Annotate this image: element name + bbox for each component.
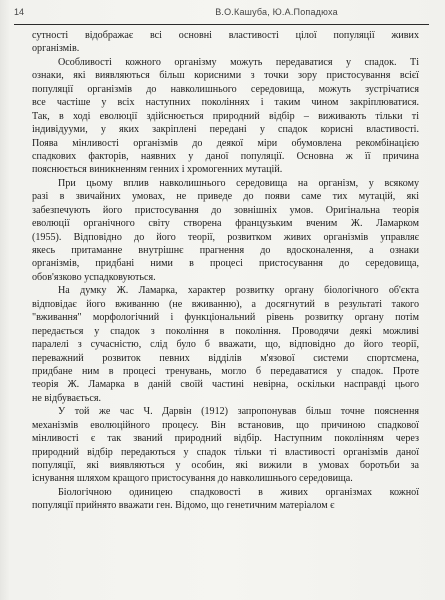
text-line: популяції організмів до навколишнього середовища, можуть зустрічатися (32, 83, 419, 95)
text-line: не відбувається. (32, 392, 102, 404)
text-line: спадкових факторів, наявних у даної популяції. Основна ж її причина (32, 150, 419, 162)
running-head: В.О.Кашуба, Ю.А.Попадюха (215, 7, 338, 17)
text-line: забезпечують його пристосування до зовнішніх умов. Оригінальна теорія (32, 204, 419, 216)
text-line: популяції, які виявляються у особин, які вижили в умовах боротьби за (32, 460, 419, 471)
paragraph (32, 177, 419, 285)
text-line: якесь притаманне внутрішнє прагнення до вдосконалення, а ознаки (32, 245, 419, 256)
body-text (32, 29, 419, 513)
text-line: індивідууми, у яких закріплені передані у спадок корисні властивості. (32, 124, 419, 136)
page-header (14, 7, 429, 21)
page-number: 14 (14, 7, 25, 17)
paragraph (32, 29, 419, 56)
text-line: організмів, придбані ними в процесі пристосування до середовища, (32, 258, 419, 270)
text-line: Поява мінливості організмів до деякої міри обумовлена рекомбінацією (32, 137, 419, 149)
text-line: пояснюється виникненням генних і хромогенних мутацій. (32, 164, 283, 176)
paragraph (32, 405, 419, 486)
text-line: У той же час Ч. Дарвін (1912) запропонував більш точне пояснення (58, 406, 419, 418)
text-line: передається у спадок з покоління в покоління. Проводячи деякі можливі (32, 325, 419, 337)
text-line: обов'язково успадковуються. (32, 271, 156, 283)
text-line: відповідає його вживанню (не вживанню), а досягнутий в результаті такого (32, 298, 419, 310)
text-line: механізмів еволюційного процесу. Він встановив, що причиною спадкової (32, 419, 419, 431)
text-line: При цьому вплив навколишнього середовища на організм, у всякому (58, 177, 419, 189)
text-line: сутності відображає всі основні властивості цілої популяції живих (32, 30, 419, 41)
text-line: ознаки, які виявляються більш корисними з точки зору пристосування всієї (32, 70, 419, 82)
text-line: Біологічною одиницею спадковості в живих організмах кожної (58, 486, 419, 498)
text-line: паралелі з сучасністю, слід було б вважати, що, відповідно до його теорії, (32, 339, 419, 351)
paragraph (32, 486, 419, 513)
text-line: існування шляхом кращого пристосування до навколишнього середовища. (32, 473, 353, 485)
text-line: популяції прийнято вважати ген. Відомо, що генетичним матеріалом є (32, 500, 335, 512)
header-rule (14, 24, 429, 25)
text-line: все частіше у всіх наступних поколіннях і таким чином закріплюватися. (32, 97, 419, 109)
text-line: придбане ним в процесі тренувань, могло б передаватися у спадок. Проте (32, 365, 419, 377)
text-line: Так, в ході еволюції здійснюється природний відбір – виживають тільки ті (32, 110, 419, 122)
text-line: мінливості є так званий природний відбір. Наступним поколінням через (32, 433, 419, 445)
text-line: "вживання" морфологічний і функціональний рівень розвитку органу потім (32, 312, 419, 324)
text-line: теорія Ж. Ламарка в даній своїй частині невірна, оскільки насправді цього (32, 379, 419, 391)
text-line: (1955). Відповідно до його теорії, розвитком живих організмів управляє (32, 231, 419, 243)
text-line: разі в звичайних умовах, не приведе до появи саме тих мутацій, які (32, 191, 419, 203)
text-line: Особливості кожного організму можуть передаватися у спадок. Ті (58, 56, 419, 68)
paragraph (32, 284, 419, 405)
text-line: природний відбір передаються у спадок тільки ті властивості організмів даної (32, 446, 419, 458)
paragraph (32, 56, 419, 177)
text-line: На думку Ж. Ламарка, характер розвитку органу біологічного об'єкта (58, 285, 419, 297)
text-line: переважний розвиток певних відділів м'язової системи спортсмена, (32, 352, 419, 364)
text-line: еволюції органічного світу створена французьким вченим Ж. Ламарком (32, 218, 419, 230)
text-line: організмів. (32, 43, 80, 55)
